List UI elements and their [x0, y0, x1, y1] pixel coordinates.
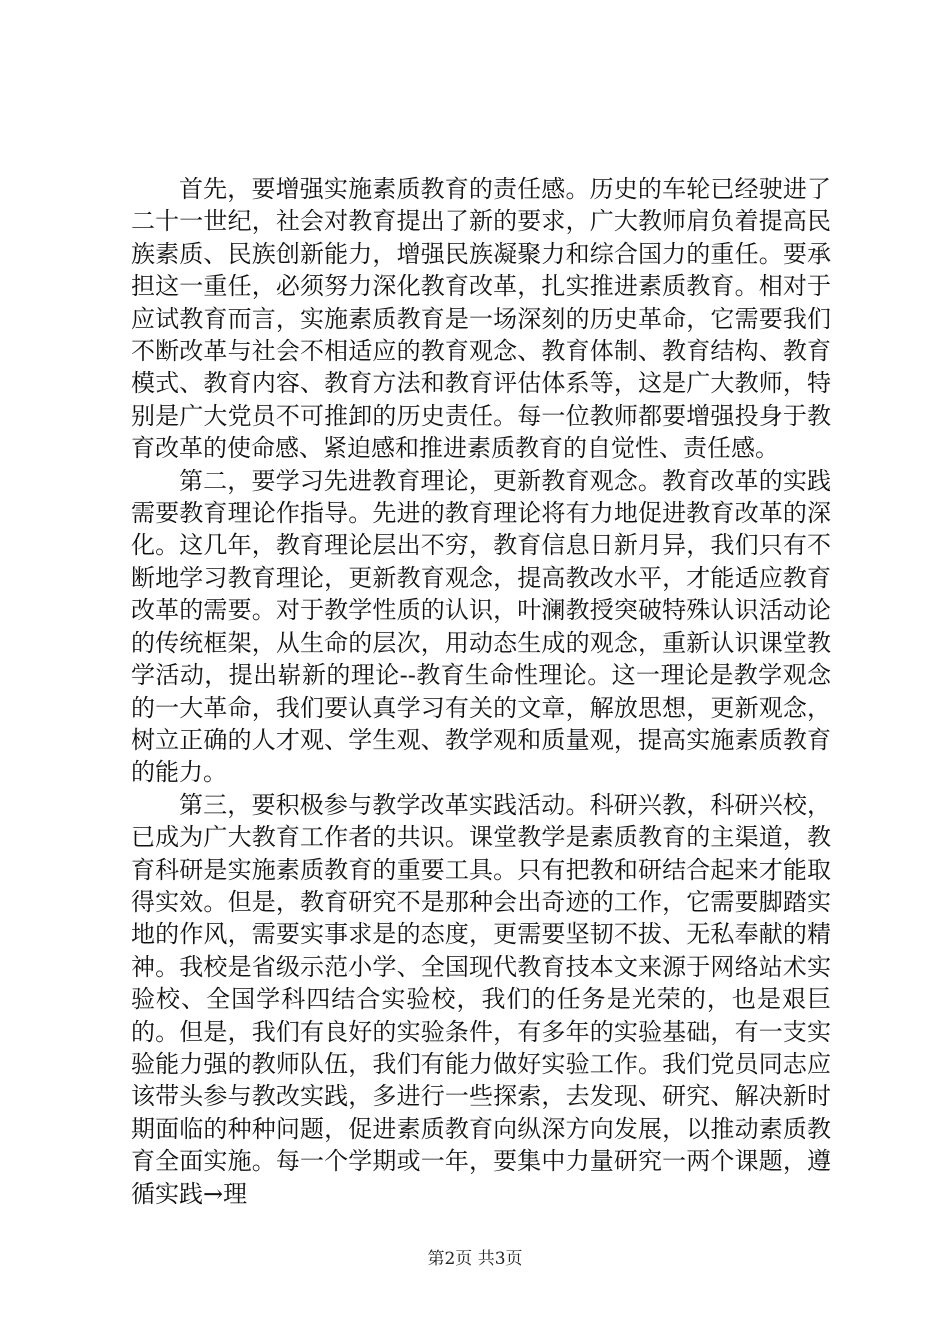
page-number-footer: 第2页 共3页 [427, 1249, 523, 1269]
paragraph-1: 首先，要增强实施素质教育的责任感。历史的车轮已经驶进了二十一世纪，社会对教育提出了新的要求，广大教师肩负着提高民族素质、民族创新能力，增强民族凝聚力和综合国力的重任。要承担这一重任，必须努力深化教育改革，扎实推进素质教育。相对于应试教育而言，实施素质教育是一场深刻的历史革命，它需要我们不断改革与社会不相适应的教育观念、教育体制、教育结构、教育模式、教育内容、教育方法和教育评估体系等，这是广大教师，特别是广大党员不可推卸的历史责任。每一位教师都要增强投身于教育改革的使命感、紧迫感和推进素质教育的自觉性、责任感。 [131, 175, 831, 463]
document-body [131, 173, 831, 1210]
paragraph-3: 第三，要积极参与教学改革实践活动。科研兴教，科研兴校，已成为广大教育工作者的共识。课堂教学是素质教育的主渠道，教育科研是实施素质教育的重要工具。只有把教和研结合起来才能取得实效。但是，教育研究不是那种会出奇迹的工作，它需要脚踏实地的作风，需要实事求是的态度，更需要坚韧不拔、无私奉献的精神。我校是省级示范小学、全国现代教育技本文来源于网络站术实验校、全国学科四结合实验校，我们的任务是光荣的，也是艰巨的。但是，我们有良好的实验条件，有多年的实验基础，有一支实验能力强的教师队伍，我们有能力做好实验工作。我们党员同志应该带头参与教改实践，多进行一些探索，去发现、研究、解决新时期面临的种种问题，促进素质教育向纵深方向发展，以推动素质教育全面实施。每一个学期或一年，要集中力量研究一两个课题，遵循实践→理 [131, 790, 831, 1208]
paragraph-2: 第二，要学习先进教育理论，更新教育观念。教育改革的实践需要教育理论作指导。先进的教育理论将有力地促进教育改革的深化。这几年，教育理论层出不穷，教育信息日新月异，我们只有不断地学习教育理论，更新教育观念，提高教改水平，才能适应教育改革的需要。对于教学性质的认识，叶澜教授突破特殊认识活动论的传统框架，从生命的层次，用动态生成的观念，重新认识课堂教学活动，提出崭新的理论--教育生命性理论。这一理论是教学观念的一大革命，我们要认真学习有关的文章，解放思想，更新观念，树立正确的人才观、学生观、教学观和质量观，提高实施素质教育的能力。 [131, 466, 831, 787]
